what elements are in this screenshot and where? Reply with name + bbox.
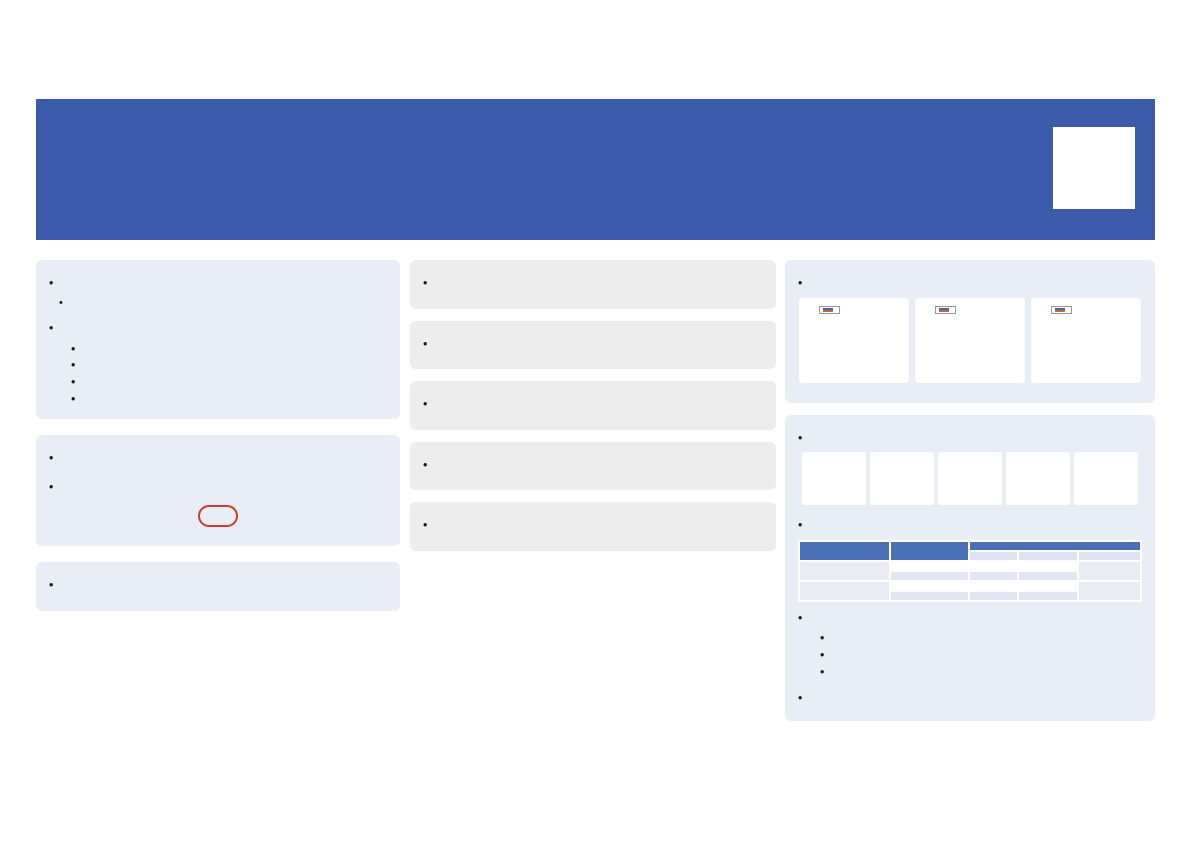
col-header-best-sota (1018, 551, 1077, 561)
table-row (799, 561, 1141, 571)
plot-c-legend (1051, 306, 1072, 314)
cs-regularizer-formula (198, 505, 238, 527)
cell-scheme (890, 561, 969, 571)
bullet-icon: • (820, 664, 825, 679)
bullet-icon: • (423, 518, 428, 532)
cell-scheme (890, 591, 969, 601)
legend-line-orange (1055, 310, 1065, 312)
cell-sota (1018, 581, 1077, 591)
bullet-icon: • (798, 518, 803, 532)
cs-properties-list (71, 341, 387, 409)
hist-tile (1006, 452, 1070, 508)
title-banner (36, 99, 1155, 240)
weight-histogram (938, 452, 1000, 502)
results-table (798, 540, 1142, 602)
bullet-icon: • (71, 392, 76, 407)
cell-full-precision (1078, 581, 1141, 601)
bullet-icon: • (798, 610, 803, 625)
recipe-box (36, 435, 400, 546)
hist-tile (802, 452, 866, 508)
cell-network (799, 581, 890, 601)
bullet-icon: • (49, 451, 54, 466)
hist-tile (938, 452, 1002, 508)
col-header-full-precision (1078, 551, 1141, 561)
plot-a (799, 298, 909, 383)
cell-scheme (890, 581, 969, 591)
cell-sota (1018, 561, 1077, 571)
example-2-box (410, 321, 776, 370)
success-plot-b (916, 299, 1024, 379)
bullet-icon: • (798, 690, 803, 705)
advantages-list (820, 630, 1142, 681)
plot-b-legend (935, 306, 956, 314)
bullet-icon: • (59, 296, 63, 309)
weight-histogram (1074, 452, 1136, 502)
col-header-top1 (969, 541, 1141, 551)
bullet-icon: • (49, 578, 54, 593)
why-box (36, 260, 400, 419)
bullet-icon: • (798, 430, 803, 445)
col-header-scheme (890, 541, 969, 561)
success-plots-row (798, 298, 1142, 386)
bullet-icon: • (798, 276, 803, 290)
plot-a-legend (819, 306, 840, 314)
left-column (36, 253, 400, 623)
plot-tile-b (915, 298, 1025, 386)
weight-histogram (802, 452, 864, 502)
cell-ours (969, 591, 1018, 601)
plot-c (1031, 298, 1141, 383)
plot-tile-a (799, 298, 909, 386)
cell-network (799, 561, 890, 581)
bullet-icon: • (49, 479, 54, 494)
qr-code (1053, 127, 1135, 209)
bullet-icon: • (71, 341, 76, 356)
hist-chart (870, 452, 934, 505)
weight-histogram (1006, 452, 1068, 502)
example-4-box (410, 442, 776, 491)
bullet-icon: • (423, 276, 428, 290)
example-1-box (410, 260, 776, 309)
cell-sota (1018, 591, 1077, 601)
app-1-box (785, 260, 1155, 403)
bullet-icon: • (423, 397, 428, 411)
plot-tile-c (1031, 298, 1141, 386)
bullet-icon: • (71, 375, 76, 390)
cell-ours (969, 571, 1018, 581)
cell-ours (969, 581, 1018, 591)
success-plot-a (800, 299, 908, 379)
col-header-network (799, 541, 890, 561)
bullet-icon: • (423, 336, 428, 351)
qr-code-image (1059, 133, 1129, 203)
col-header-ours (969, 551, 1018, 561)
middle-column (410, 253, 776, 563)
plot-b (915, 298, 1025, 383)
hist-chart (1074, 452, 1138, 505)
eth-zurich-logo (40, 36, 44, 44)
weight-histograms-row (798, 452, 1142, 508)
example-3-box (410, 381, 776, 430)
hist-chart (1006, 452, 1070, 505)
bullet-icon: • (49, 276, 54, 290)
bullet-icon: • (820, 647, 825, 662)
app-2-box (785, 415, 1155, 722)
legend-line-orange (823, 310, 833, 312)
bullet-icon: • (49, 321, 54, 336)
hist-chart (938, 452, 1002, 505)
cell-sota (1018, 571, 1077, 581)
hist-tile (870, 452, 934, 508)
success-plot-c (1032, 299, 1140, 379)
example-5-box (410, 502, 776, 551)
right-column (785, 253, 1155, 733)
hist-chart (802, 452, 866, 505)
table-row (799, 581, 1141, 591)
cell-ours (969, 561, 1018, 571)
legend-line-orange (939, 310, 949, 312)
bullet-icon: • (820, 631, 825, 645)
autoscaling-box (36, 562, 400, 611)
bullet-icon: • (423, 457, 428, 472)
bullet-icon: • (71, 358, 76, 373)
weight-histogram (870, 452, 932, 502)
cell-full-precision (1078, 561, 1141, 581)
hist-tile (1074, 452, 1138, 508)
cell-scheme (890, 571, 969, 581)
